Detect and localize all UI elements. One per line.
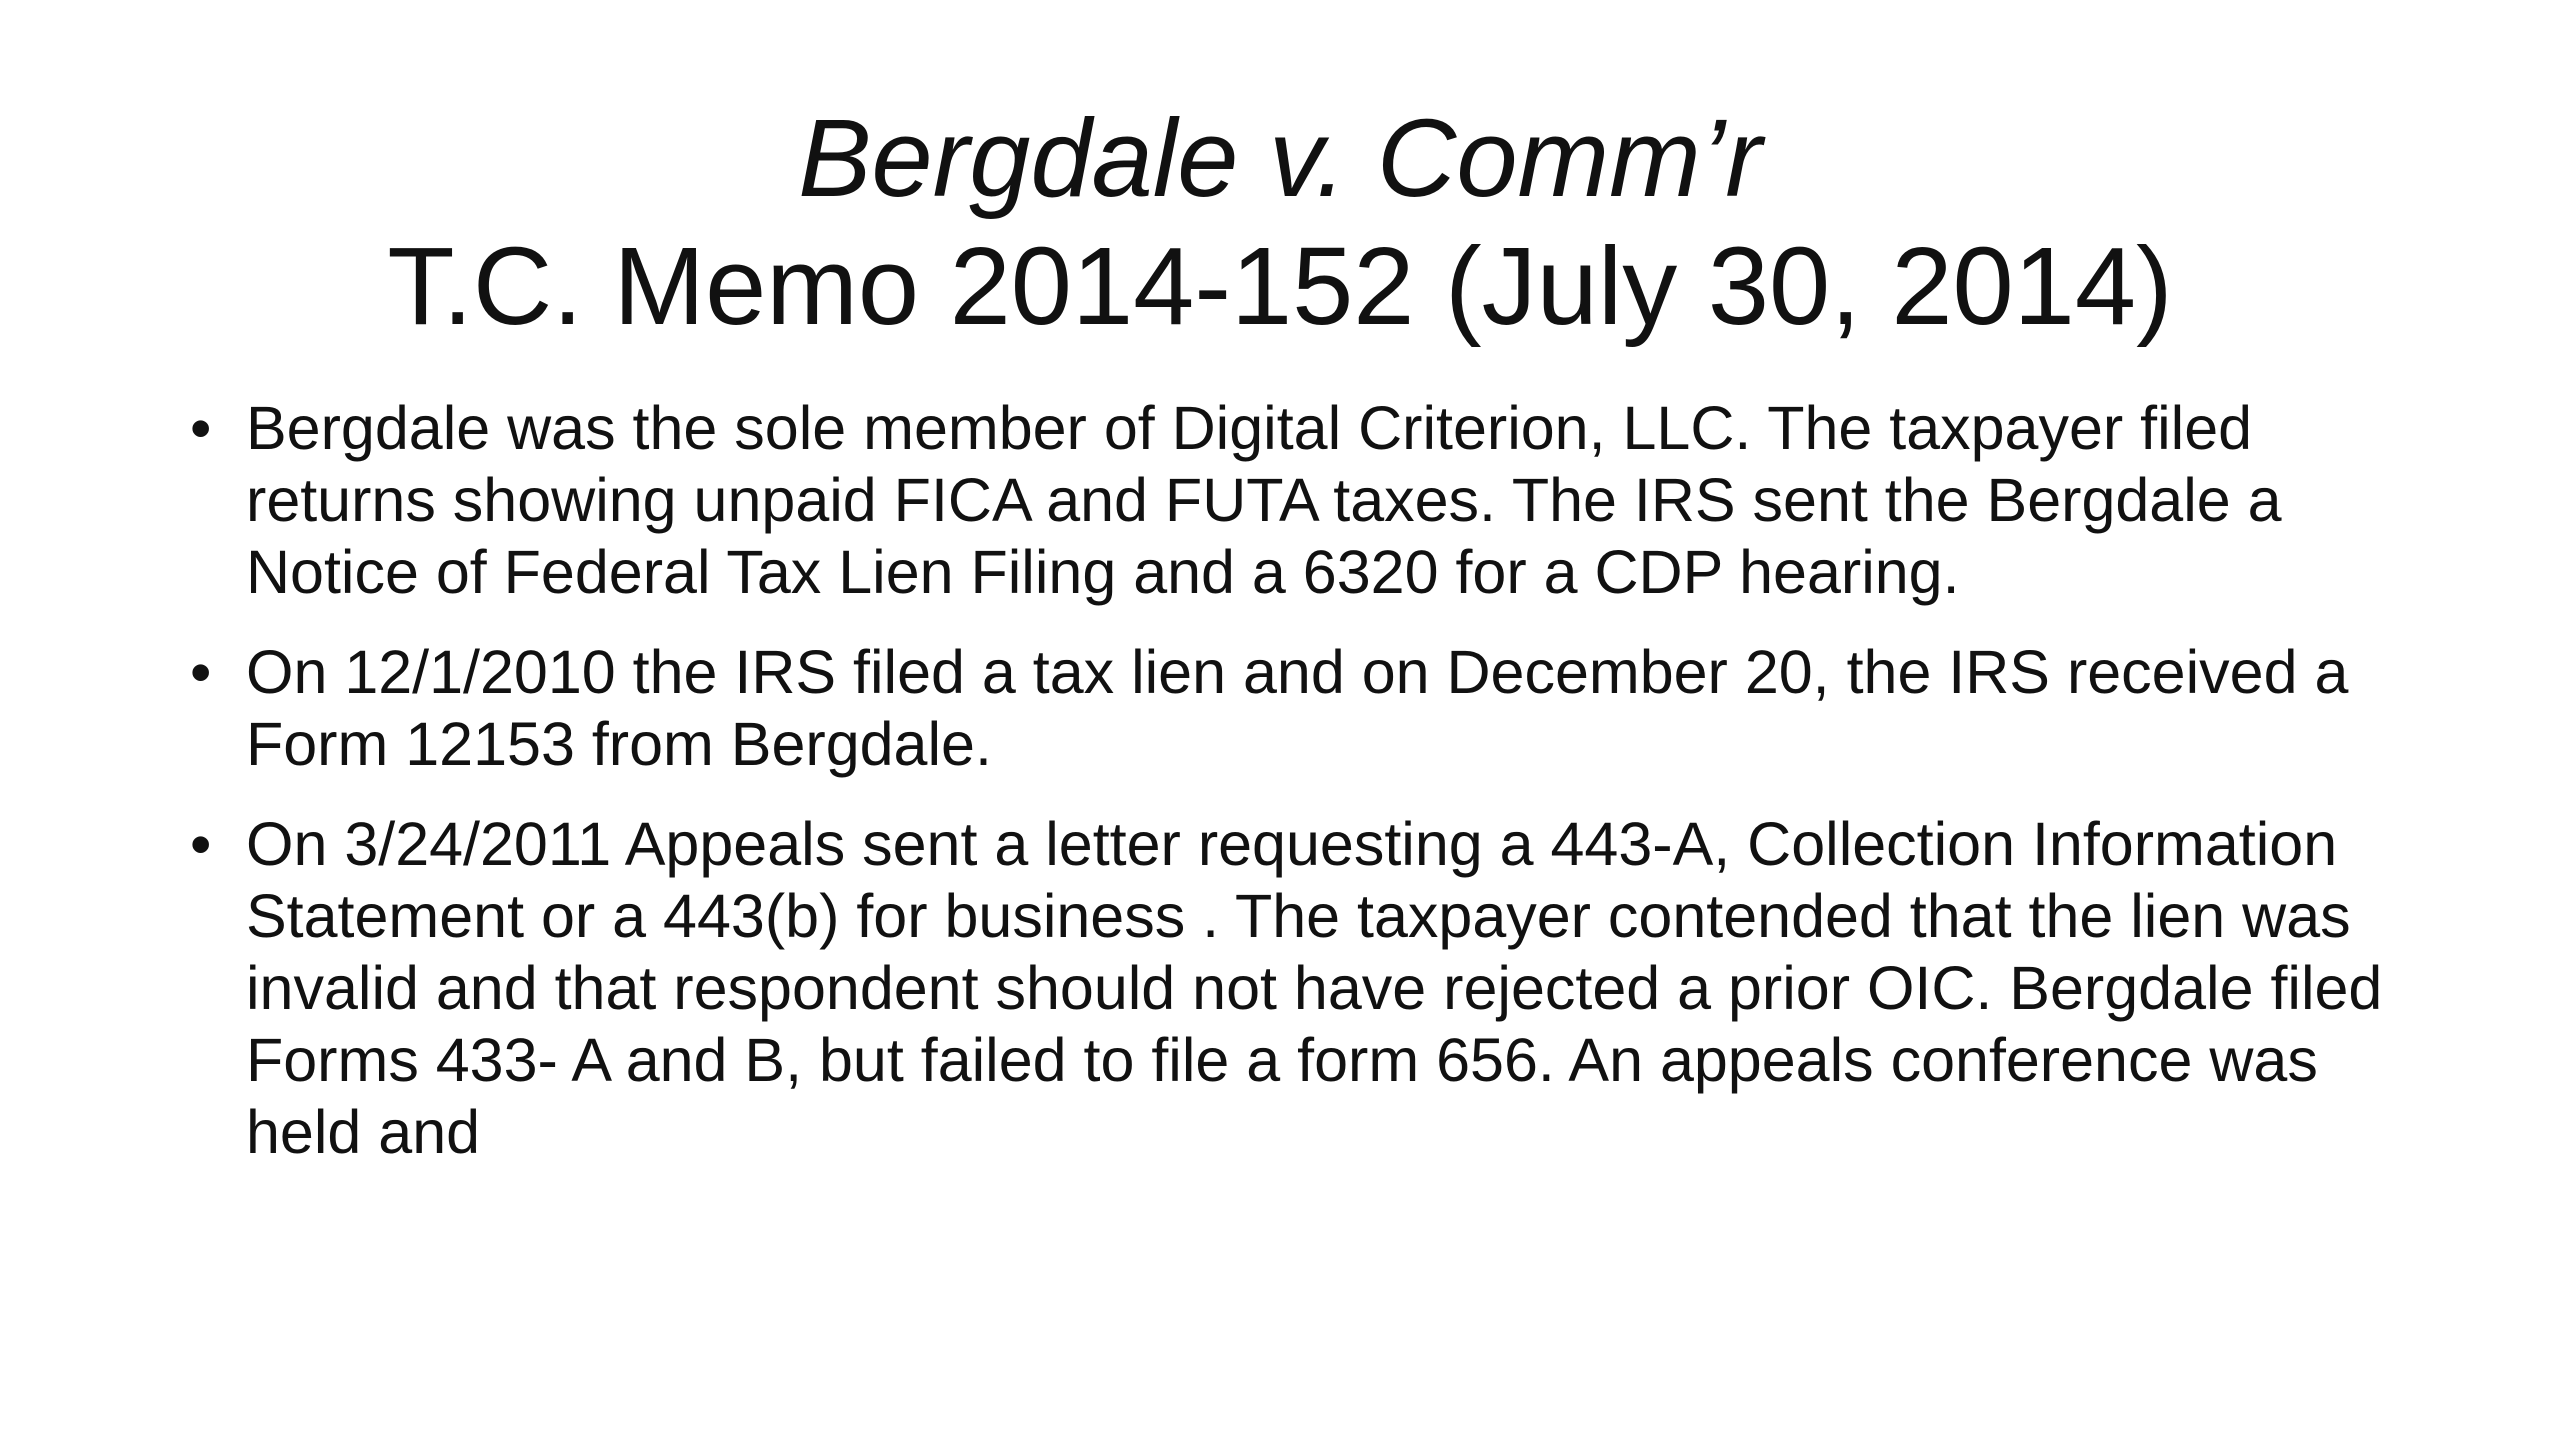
bullet-icon: • — [190, 394, 212, 462]
bullet-icon: • — [190, 638, 212, 706]
case-name-title: Bergdale v. Comm’r — [798, 97, 1762, 220]
bullet-item-2 — [190, 636, 2430, 780]
bullet-list — [190, 392, 2430, 1196]
citation-subtitle: T.C. Memo 2014-152 (July 30, 2014) — [387, 225, 2173, 348]
bullet-item-1 — [190, 392, 2430, 608]
slide-title — [0, 95, 2560, 351]
bullet-text-2: On 12/1/2010 the IRS filed a tax lien and on December 20, the IRS received a Form 12153 from Bergdale. — [246, 638, 2349, 778]
bullet-text-3: On 3/24/2011 Appeals sent a letter requesting a 443-A, Collection Information Statement or a 443(b) for business . The taxpayer contended that the lien was invalid and that respondent should not have rejected a prior OIC. Bergdale filed Forms 433- A and B, but failed to file a form 656. An appeals conference was held and — [246, 810, 2383, 1166]
bullet-item-3 — [190, 808, 2430, 1168]
bullet-icon: • — [190, 810, 212, 878]
bullet-text-1: Bergdale was the sole member of Digital Criterion, LLC. The taxpayer filed returns showing unpaid FICA and FUTA taxes. The IRS sent the Bergdale a Notice of Federal Tax Lien Filing and a 6320 for a CDP hearing. — [246, 394, 2282, 606]
